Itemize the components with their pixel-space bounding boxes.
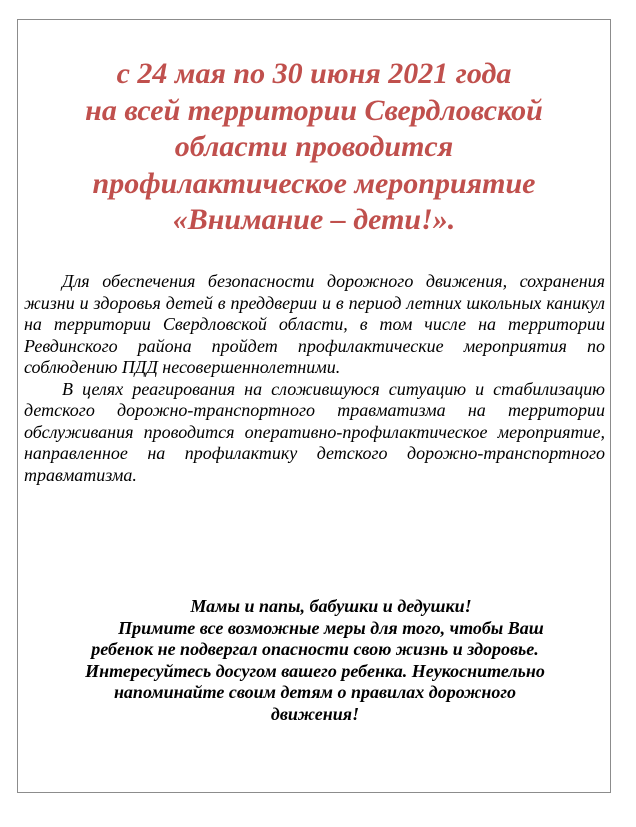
body-paragraph-response: В целях реагирования на сложившуюся ситуацию и стабилизацию детского дорожно-транспортного травматизма на территории обслуживания проводится оперативно-профилактическое мероприятие, направленное на профилактику детского дорожно-транспортного травматизма. <box>24 378 605 485</box>
parents-appeal <box>28 596 602 726</box>
headline-line-campaign: «Внимание – дети!». <box>172 203 456 236</box>
body-paragraph-safety: Для обеспечения безопасности дорожного движения, сохранения жизни и здоровья детей в преддверии и в период летних школьных каникул на территории Свердловской области, в том числе на территории Ревдинского района пройдет профилактические мероприятия по соблюдению ПДД несовершеннолетними. <box>24 271 605 377</box>
headline-line-region: области проводится <box>174 130 454 163</box>
appeal-line-2: ребенок не подвергал опасности свою жизнь и здоровье. <box>91 639 539 660</box>
body-text <box>24 271 605 486</box>
appeal-line-3: Интересуйтесь досугом вашего ребенка. Неукоснительно <box>85 660 545 681</box>
appeal-line-1: Примите все возможные меры для того, чтобы Ваш <box>118 617 544 638</box>
appeal-line-4: напоминайте своим детям о правилах дорожного <box>113 682 517 703</box>
headline-line-dates: с 24 мая по 30 июня 2021 года <box>116 57 512 90</box>
headline-line-event: профилактическое мероприятие <box>92 166 536 200</box>
appeal-greeting: Мамы и папы, бабушки и дедушки! <box>190 596 472 616</box>
headline-line-territory: на всей территории Свердловской <box>85 93 543 127</box>
headline <box>18 56 610 239</box>
appeal-line-5: движения! <box>270 703 360 724</box>
